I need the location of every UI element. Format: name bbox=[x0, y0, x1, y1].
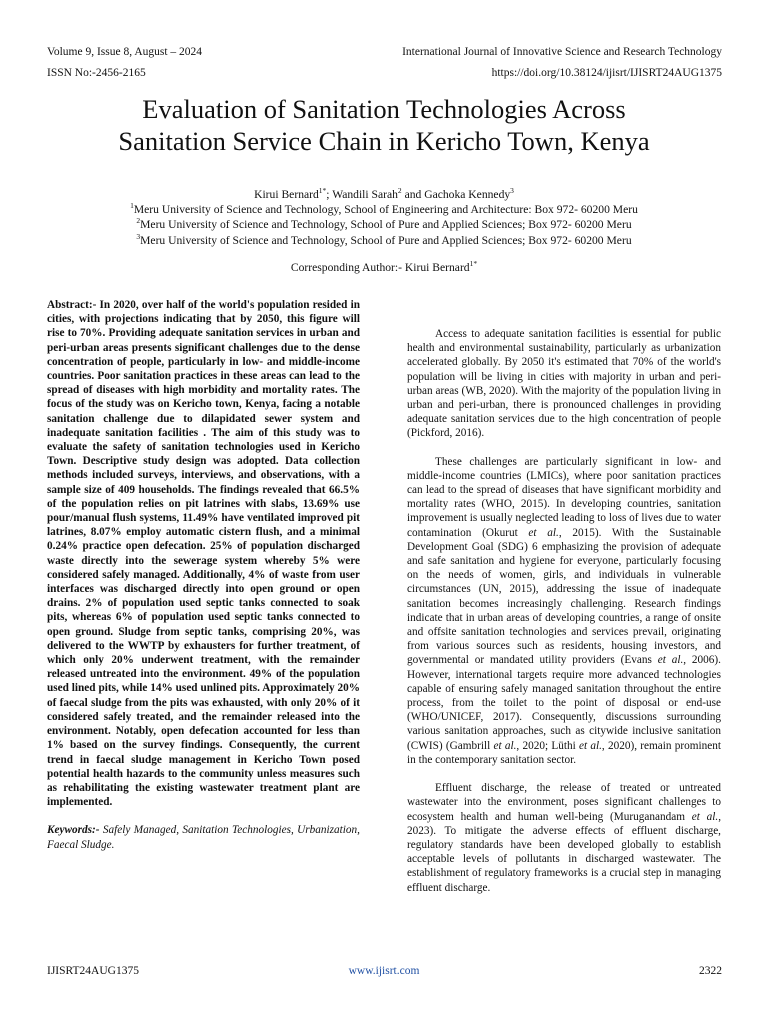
affiliation-3-text: Meru University of Science and Technology, School of Pure and Applied Sciences; Box 972- 60200 Meru bbox=[140, 233, 632, 247]
p2-text-i: , 2020), remain prominent in the contemporary sanitation sector. bbox=[407, 739, 722, 766]
p3-text-c: , 2023). To mitigate the adverse effects of effluent discharge, regulatory standards have been developed globally to establish acceptable levels of pollutants in discharged wastewater. The establishment of regulatory frameworks is a crucial step in managing effluent discharge. bbox=[407, 810, 721, 894]
footer-id: IJISRT24AUG1375 bbox=[47, 965, 139, 977]
author-3-sup: 3 bbox=[510, 186, 514, 196]
affiliation-1 bbox=[60, 202, 708, 217]
body-paragraph-2 bbox=[407, 455, 721, 767]
affiliation-1-text: Meru University of Science and Technology, School of Engineering and Architecture: Box 972- 60200 Meru bbox=[133, 203, 638, 217]
p2-etal-4: et al. bbox=[578, 739, 602, 752]
p2-text-c: , 2015). With the Sustainable Development Goal (SDG) 6 emphasizing the provision of adequate and safe sanitation and hygiene for everyone, particularly focusing on the needs of women, girls, and individuals in vulnerable circumstances (UN, 2015), addressing the issue of inadequate sanitation becomes increasingly challenging. Research findings indicate that in urban areas of developing countries, a range of onsite and offsite sanitation technologies and services prevail, originating from various sources such as residents, housing investors, and governmental or mandated utility providers (Evans bbox=[407, 526, 721, 667]
p2-text-e: , 2006). However, international targets require more advanced technologies capable of ensuring safely managed sanitation throughout the entire process, from the toilet to the point of disposal or end-use (WHO/UNICEF, 2017). Consequently, discussions surrounding various sanitation approaches, such as citywide inclusive sanitation (CWIS) (Gambrill bbox=[407, 654, 721, 752]
abstract: Abstract:- In 2020, over half of the world's population resided in cities, with projections indicating that by 2050, this figure will rise to 70%. Providing adequate sanitation services in urban and peri-urban areas presents significant challenges due to the dense concentration of people, particularly in low- and middle-income countries. Poor sanitation practices in these areas can lead to the spread of diseases with high morbidity and mortality rates. The focus of the study was on Kericho town, Kenya, facing a notable sanitation challenge due to dilapidated sewer system and inadequate sanitation facilities . The aim of this study was to evaluate the safety of sanitation technologies used in Kericho Town. Descriptive study design was adopted. Data collection methods included surveys, interviews, and observations, with a sample size of 409 households. The findings revealed that 66.5% of the population relies on pit latrines with slabs, 13.69% use pour/manual flush systems, 11.49% have ventilated improved pit latrines, 8.07% employ automatic cistern flush, and a minimal 0.24% practice open defecation. 25% of population discharged waste directly into the sewerage system whereby 5% were considered safely managed. Additionally, 4% of waste from user interfaces was discharged directly into open ground or open drains. 2% of population used septic tanks connected to soak pits, whereas 6% of population used septic tanks connected to open ground. Sludge from septic tanks, comprising 20%, was delivered to the WWTP by exhausters for further treatment, of which only 20% underwent treatment, with the remainder released untreated into the environment. 49% of the population used lined pits, while 14% used unlined pits. Approximately 20% of faecal sludge from the pits was exhausted, with only 20% of it considered safely treated, and the remainder released into the environment. Notably, open defecation accounted for less than 1% based on the survey findings. Consequently, the current trend in faecal sludge management in Kericho Town posed potential health hazards to the community unless measures such as rehabilitating the existing wastewater treatment plant are implemented. bbox=[47, 299, 360, 809]
body-paragraph-1: Access to adequate sanitation facilities is essential for public health and environmental sustainability, particularly as urbanization accelerated globally. By 2050 it's estimated that 70% of the world's population will be living in cities with majority in urban and peri-urban areas (WB, 2020). With the majority of the population living in urban and peri-urban, there is pronounced challenges in providing adequate sanitation services due to the high concentration of people (Pickford, 2016). bbox=[407, 328, 721, 440]
author-2: ; Wandili Sarah bbox=[326, 188, 398, 201]
p2-text-g: , 2020; Lüthi bbox=[516, 739, 579, 752]
p2-etal-1: et al. bbox=[528, 526, 559, 539]
author-2-sup: 2 bbox=[397, 186, 402, 196]
p2-text-a: These challenges are particularly significant in low- and middle-income countries (LMICs), where poor sanitation practices can lead to the spread of diseases that have significant morbidity and mortality rates (WHO, 2015). In developing countries, sanitation improvement is usually neglected leading to loss of lives due to water contamination (Okurut bbox=[407, 455, 721, 539]
paper-title bbox=[40, 93, 728, 157]
corresponding-author bbox=[60, 260, 708, 275]
header-issn: ISSN No:-2456-2165 bbox=[47, 67, 146, 79]
footer-website-link[interactable]: www.ijisrt.com bbox=[348, 965, 420, 977]
left-column bbox=[47, 298, 360, 866]
affiliation-3 bbox=[60, 233, 708, 248]
affiliation-2-sup: 2 bbox=[136, 216, 141, 226]
corresponding-author-sup: 1* bbox=[469, 258, 478, 268]
page-number: 2322 bbox=[699, 965, 722, 977]
author-block bbox=[60, 187, 708, 275]
keywords-label: Keywords:- bbox=[47, 824, 100, 837]
affiliation-2-text: Meru University of Science and Technology, School of Pure and Applied Sciences; Box 972- 60200 Meru bbox=[140, 218, 632, 232]
keywords-text: Safely Managed, Sanitation Technologies, Urbanization, Faecal Sludge. bbox=[47, 824, 360, 851]
p3-etal: et al. bbox=[691, 810, 719, 823]
header-doi[interactable]: https://doi.org/10.38124/ijisrt/IJISRT24AUG1375 bbox=[491, 67, 722, 79]
affiliation-3-sup: 3 bbox=[136, 231, 141, 241]
title-line-1: Evaluation of Sanitation Technologies Across bbox=[142, 94, 626, 124]
right-column bbox=[407, 327, 721, 909]
keywords bbox=[47, 823, 360, 851]
p3-text-a: Effluent discharge, the release of treated or untreated wastewater into the environment, poses significant challenges to ecosystem health and human well-being (Muruganandam bbox=[407, 782, 721, 823]
body-paragraph-3 bbox=[407, 781, 721, 895]
title-line-2: Sanitation Service Chain in Kericho Town, Kenya bbox=[118, 126, 650, 156]
affiliation-2 bbox=[60, 217, 708, 232]
header-journal: International Journal of Innovative Science and Research Technology bbox=[402, 46, 722, 58]
author-1: Kirui Bernard bbox=[254, 188, 319, 201]
header-volume: Volume 9, Issue 8, August – 2024 bbox=[47, 46, 203, 58]
corresponding-author-text: Corresponding Author:- Kirui Bernard bbox=[290, 260, 470, 274]
p2-etal-3: et al. bbox=[493, 739, 517, 752]
p2-etal-2: et al. bbox=[657, 654, 684, 667]
author-3: and Gachoka Kennedy bbox=[401, 188, 511, 201]
affiliation-1-sup: 1 bbox=[130, 201, 134, 211]
author-1-sup: 1* bbox=[318, 186, 327, 196]
author-list bbox=[60, 187, 708, 202]
